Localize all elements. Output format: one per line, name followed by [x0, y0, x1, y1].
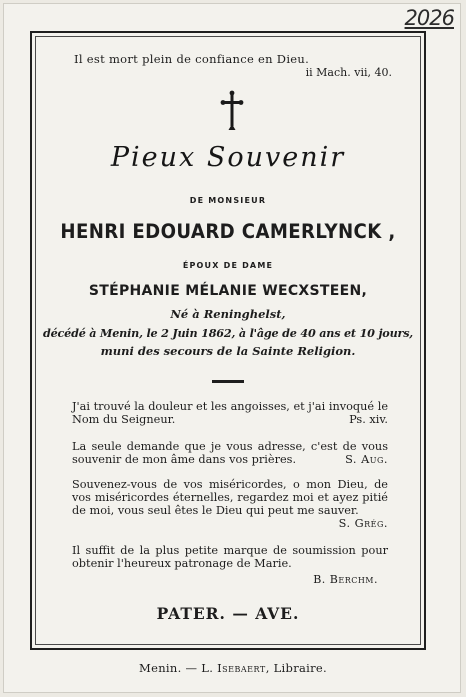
cross-icon	[220, 90, 244, 132]
deceased-name: HENRI EDOUARD CAMERLYNCK ,	[60, 220, 396, 243]
divider	[212, 380, 244, 383]
publisher-trade: , Libraire.	[265, 661, 327, 675]
prayer-paragraph	[72, 544, 388, 570]
archive-number: 2026	[404, 6, 454, 30]
closing-prayer: PATER. — AVE.	[156, 604, 300, 623]
epigraph-book: ii Mach.	[305, 66, 351, 79]
epigraph-chapter: vii, 40.	[354, 66, 392, 79]
prayer-paragraph	[72, 478, 388, 530]
publisher-line	[0, 661, 466, 675]
sacraments-line: muni des secours de la Sainte Religion.	[100, 344, 356, 358]
prayer-text: J'ai trouvé la douleur et les angoisses, et j'ai invoqué le Nom du Seigneur.	[72, 400, 388, 426]
prayer-reference: S. Aug.	[345, 453, 388, 466]
prayer-reference: Ps. xiv.	[349, 413, 388, 426]
spouse-name: STÉPHANIE MÉLANIE WECXSTEEN,	[88, 283, 368, 299]
publisher-city: Menin. — L.	[139, 661, 214, 675]
card-title: Pieux Souvenir	[110, 142, 346, 173]
de-monsieur-label: DE MONSIEUR	[189, 196, 267, 205]
epigraph-text: Il est mort plein de confiance en Dieu.	[74, 52, 310, 66]
publisher-name: Isebaert	[217, 661, 266, 675]
prayer-reference: S. Grég.	[338, 517, 388, 530]
prayer-paragraph	[72, 440, 388, 466]
prayer-paragraph	[72, 400, 388, 426]
death-details: décédé à Menin, le 2 Juin 1862, à l'âge de 40 ans et 10 jours,	[43, 326, 413, 340]
prayer-text: Souvenez-vous de vos miséricordes, o mon Dieu, de vos miséricordes éternelles, regardez moi et ayez pitié de moi, vous seul êtes le Dieu qui peut me sauver.	[72, 478, 388, 517]
prayer-text: La seule demande que je vous adresse, c'est de vous souvenir de mon âme dans vos prières.	[72, 440, 388, 466]
prayer-text: Il suffit de la plus petite marque de soumission pour obtenir l'heureux patronage de Marie.	[72, 544, 388, 570]
prayer-reference: B. Berchm.	[313, 573, 378, 586]
epigraph-reference	[306, 66, 392, 79]
epoux-label: ÉPOUX DE DAME	[182, 261, 274, 270]
birth-place: Né à Reninghelst,	[170, 307, 286, 321]
